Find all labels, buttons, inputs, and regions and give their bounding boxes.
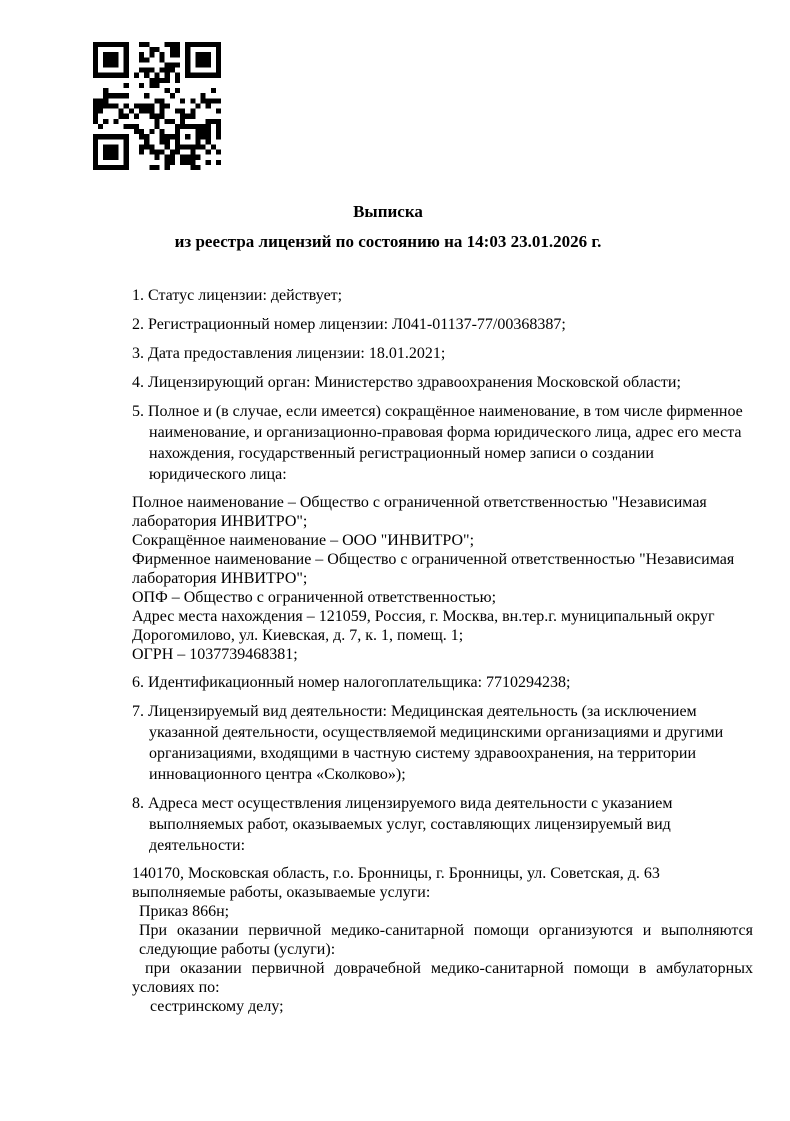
legal-address-line: Адрес места нахождения – 121059, Россия, г. Москва, вн.тер.г. муниципальный округ Дорогомилово, ул. Киевская, д. 7, к. 1, помещ. 1; <box>132 608 715 644</box>
inn-item: 6. Идентификационный номер налогоплательщика: 7710294238; <box>132 674 571 691</box>
qr-code-icon <box>93 42 221 170</box>
short-name-line: Сокращённое наименование – ООО "ИНВИТРО"; <box>132 532 475 549</box>
document-subtitle: из реестра лицензий по состоянию на 14:03 23.01.2026 г. <box>174 232 602 251</box>
license-status-item: 1. Статус лицензии: действует; <box>132 287 343 304</box>
full-name-line: Полное наименование – Общество с ограниченной ответственностью "Независимая лаборатория ИНВИТРО"; <box>132 494 707 530</box>
condition-paragraph: при оказании первичной доврачебной медико-санитарной помощи в амбулаторных условиях по: <box>132 960 753 996</box>
document-body <box>132 285 753 1016</box>
registration-number-item: 2. Регистрационный номер лицензии: Л041-01137-77/00368387; <box>132 316 566 333</box>
activity-address-block <box>132 864 753 1016</box>
licensing-authority-item: 4. Лицензирующий орган: Министерство здравоохранения Московской области; <box>132 374 681 391</box>
activity-type-item: 7. Лицензируемый вид деятельности: Медицинская деятельность (за исключением указанной деятельности, осуществляемой медицинскими организациями и другими организациями, входящими в частную систему здравоохранения, на территории инновационного центра «Сколково»); <box>132 703 724 783</box>
names-heading-item: 5. Полное и (в случае, если имеется) сокращённое наименование, в том числе фирменное наименование, и организационно-правовая форма юридического лица, адрес его места нахождения, государственный регистрационный номер записи о создании юридического лица: <box>132 403 743 483</box>
document-title: Выписка <box>353 202 423 221</box>
service-line: сестринскому делу; <box>150 998 284 1015</box>
organization-details <box>132 493 753 664</box>
title-block <box>0 201 790 253</box>
activity-address-line: 140170, Московская область, г.о. Бронницы, г. Бронницы, ул. Советская, д. 63 <box>132 865 660 882</box>
brand-name-line: Фирменное наименование – Общество с ограниченной ответственностью "Независимая лаборатория ИНВИТРО"; <box>132 551 735 587</box>
activity-addresses-item: 8. Адреса мест осуществления лицензируемого вида деятельности с указанием выполняемых работ, оказываемых услуг, составляющих лицензируемый вид деятельности: <box>132 795 673 854</box>
grant-date-item: 3. Дата предоставления лицензии: 18.01.2021; <box>132 345 446 362</box>
ogrn-line: ОГРН – 1037739468381; <box>132 646 298 663</box>
order-line: Приказ 866н; <box>139 903 230 920</box>
opf-line: ОПФ – Общество с ограниченной ответственностью; <box>132 589 497 606</box>
work-paragraph: При оказании первичной медико-санитарной помощи организуются и выполняются следующие работы (услуги): <box>139 922 753 958</box>
works-header-line: выполняемые работы, оказываемые услуги: <box>132 884 431 901</box>
